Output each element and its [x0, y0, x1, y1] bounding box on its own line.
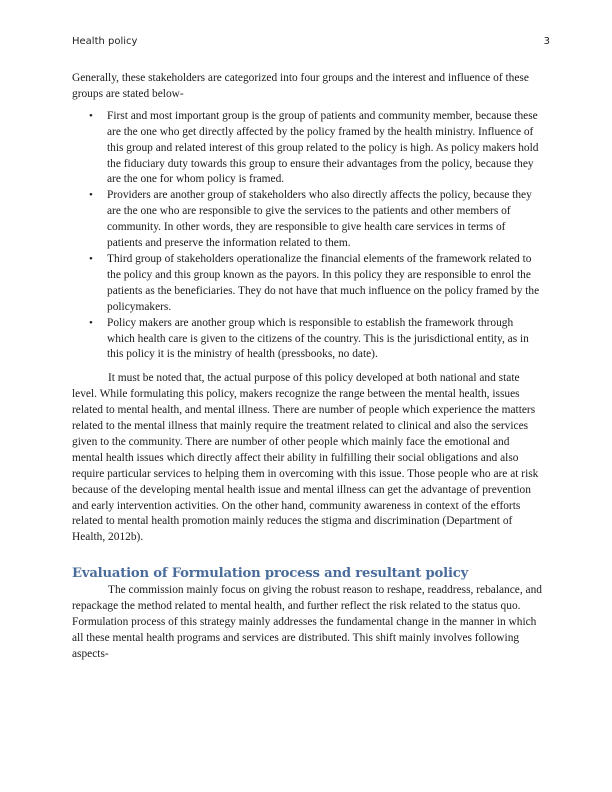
- running-title: Health policy: [72, 36, 138, 47]
- list-item: [72, 252, 542, 316]
- bullet-icon: •: [89, 189, 93, 202]
- section-heading: Evaluation of Formulation process and resultant policy: [72, 566, 469, 582]
- list-item-text: Third group of stakeholders operationalize the financial elements of the framework related to the policy and this group known as the payors. In this policy they are responsible to enrol the patients as the beneficiaries. They do not have that much influence on the policy framed by the policymakers.: [107, 252, 540, 313]
- bullet-icon: •: [89, 109, 93, 122]
- list-item-text: Providers are another group of stakeholders who also directly affects the policy, because they are the one who are responsible to give the services to the patients and other members of community. In other words, they are responsible to give health care services in terms of patients and preserve the information related to them.: [107, 189, 532, 250]
- list-item-text: First and most important group is the group of patients and community member, because these are the one who get directly affected by the policy framed by the health ministry. Influence of this group and related interest of this group related to the policy is high. As policy makers hold the fiduciary duty towards this group to ensure their advantages from the policy, because they are the one for whom policy is framed.: [107, 109, 539, 186]
- page-body: [72, 71, 542, 663]
- bullet-icon: •: [89, 316, 93, 329]
- purpose-paragraph: It must be noted that, the actual purpose of this policy developed at both national and state level. While formulating this policy, makers recognize the range between the mental health, issues related to mental health, and mental illness. There are number of people which experience the matters related to the mental illness that mainly require the treatment related to clinical and also the services given to the community. There are number of other people which mainly face the emotional and mental health issues which directly affect their ability in fulfilling their social obligations and also require particular services to helping them in overcoming with this issue. Those people who are at risk because of the developing mental health issue and mental illness can get the advantage of prevention and early intervention activities. On the other hand, community awareness in context of the efforts related to mental health promotion mainly reduces the stigma and discrimination (Department of Health, 2012b).: [72, 372, 539, 544]
- intro-paragraph: Generally, these stakeholders are categorized into four groups and the interest and influence of these groups are stated below-: [72, 72, 529, 100]
- list-item-text: Policy makers are another group which is responsible to establish the framework through which health care is given to the citizens of the country. This is the jurisdictional entity, as in this policy it is the ministry of health (pressbooks, no date).: [107, 316, 529, 361]
- list-item: [72, 316, 542, 364]
- bullet-icon: •: [89, 252, 93, 265]
- list-item: [72, 188, 542, 252]
- page-number: 3: [543, 36, 550, 47]
- stakeholder-list: [72, 109, 542, 364]
- page-header: [72, 36, 550, 47]
- commission-paragraph: The commission mainly focus on giving the robust reason to reshape, readdress, rebalance, and repackage the method related to mental health, and further reflect the risk related to the status quo. Formulation process of this strategy mainly addresses the fundamental change in the manner in which all these mental health programs and services are distributed. This shift mainly involves following aspects-: [72, 584, 542, 660]
- list-item: [72, 109, 542, 189]
